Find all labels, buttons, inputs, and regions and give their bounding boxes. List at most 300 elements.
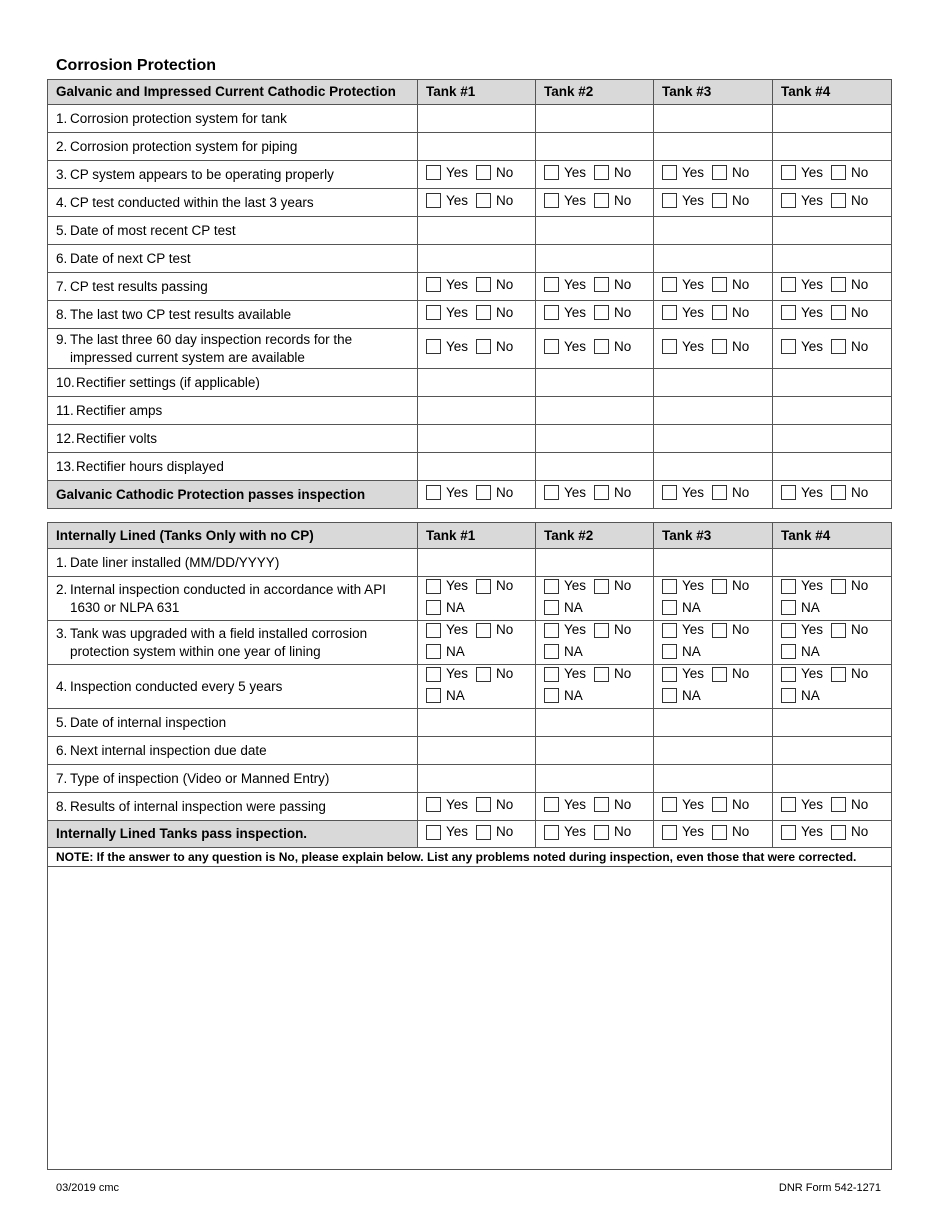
tank-3-input[interactable] — [654, 245, 773, 273]
yes-checkbox[interactable] — [662, 621, 704, 639]
checkbox-box[interactable] — [831, 277, 846, 292]
checkbox-box[interactable] — [831, 193, 846, 208]
checkbox-box[interactable] — [662, 193, 677, 208]
checkbox-box[interactable] — [831, 797, 846, 812]
checkbox-box[interactable] — [781, 193, 796, 208]
question-text: The last two CP test results available — [70, 306, 292, 322]
checkbox-box[interactable] — [426, 193, 441, 208]
checkbox-box[interactable] — [662, 165, 677, 180]
checkbox-box[interactable] — [544, 165, 559, 180]
yes-checkbox[interactable] — [662, 164, 704, 182]
tank-3-input[interactable] — [654, 369, 773, 397]
yes-checkbox[interactable] — [426, 304, 468, 322]
no-label: No — [851, 484, 869, 500]
no-label: No — [614, 304, 632, 320]
checkbox-box[interactable] — [594, 165, 609, 180]
yes-checkbox[interactable] — [544, 304, 586, 322]
no-checkbox[interactable] — [831, 192, 868, 210]
no-checkbox[interactable] — [476, 621, 513, 639]
yes-checkbox[interactable] — [781, 621, 823, 639]
no-checkbox[interactable] — [712, 164, 749, 182]
yes-checkbox[interactable] — [426, 577, 468, 595]
tank-2-options — [536, 301, 654, 329]
yes-checkbox[interactable] — [426, 484, 468, 502]
na-checkbox[interactable] — [544, 643, 583, 661]
yes-checkbox[interactable] — [426, 621, 468, 639]
na-checkbox[interactable] — [544, 687, 583, 705]
yes-checkbox[interactable] — [781, 577, 823, 595]
checkbox-box[interactable] — [781, 825, 796, 840]
checkbox-box[interactable] — [662, 623, 677, 638]
checkbox-box[interactable] — [831, 667, 846, 682]
no-checkbox[interactable] — [476, 164, 513, 182]
no-checkbox[interactable] — [594, 484, 631, 502]
na-label: NA — [446, 599, 465, 615]
yes-checkbox[interactable] — [426, 164, 468, 182]
checkbox-box[interactable] — [712, 579, 727, 594]
no-checkbox[interactable] — [594, 796, 631, 814]
checkbox-box[interactable] — [781, 667, 796, 682]
no-checkbox[interactable] — [831, 577, 868, 595]
yes-checkbox[interactable] — [426, 823, 468, 841]
checkbox-box[interactable] — [781, 600, 796, 615]
tank-2-input[interactable] — [536, 453, 654, 481]
checkbox-box[interactable] — [426, 623, 441, 638]
checkbox-box[interactable] — [662, 667, 677, 682]
yes-checkbox[interactable] — [426, 276, 468, 294]
checkbox-box[interactable] — [662, 277, 677, 292]
yes-label: Yes — [446, 304, 469, 320]
checkbox-box[interactable] — [426, 797, 441, 812]
yes-checkbox[interactable] — [781, 192, 823, 210]
checkbox-box[interactable] — [426, 825, 441, 840]
checkbox-box[interactable] — [476, 623, 491, 638]
checkbox-box[interactable] — [662, 644, 677, 659]
checkbox-box[interactable] — [781, 797, 796, 812]
tank-3-input[interactable] — [654, 425, 773, 453]
checkbox-box[interactable] — [781, 644, 796, 659]
no-checkbox[interactable] — [594, 276, 631, 294]
yes-label: Yes — [682, 578, 705, 593]
checkbox-box[interactable] — [781, 623, 796, 638]
tank-1-input[interactable] — [418, 369, 536, 397]
table-row — [48, 665, 892, 709]
checkbox-box[interactable] — [544, 600, 559, 615]
tank-3-input[interactable] — [654, 765, 773, 793]
tank-1-input[interactable] — [418, 245, 536, 273]
no-checkbox[interactable] — [712, 823, 749, 841]
no-label: No — [732, 796, 750, 812]
checkbox-box[interactable] — [594, 485, 609, 500]
yes-checkbox[interactable] — [426, 192, 468, 210]
na-checkbox[interactable] — [426, 643, 465, 661]
no-checkbox[interactable] — [476, 665, 513, 683]
tank-1-input[interactable] — [418, 453, 536, 481]
checkbox-box[interactable] — [781, 305, 796, 320]
no-checkbox[interactable] — [476, 338, 513, 356]
no-checkbox[interactable] — [831, 304, 868, 322]
question-text: Rectifier settings (if applicable) — [76, 374, 260, 390]
checkbox-box[interactable] — [544, 277, 559, 292]
checkbox-box[interactable] — [712, 339, 727, 354]
tank-4-input[interactable] — [773, 105, 892, 133]
checkbox-box[interactable] — [426, 305, 441, 320]
na-label: NA — [801, 599, 820, 615]
tank-1-input[interactable] — [418, 133, 536, 161]
question — [48, 133, 418, 161]
no-checkbox[interactable] — [712, 304, 749, 322]
checkbox-box[interactable] — [544, 485, 559, 500]
yes-checkbox[interactable] — [781, 665, 823, 683]
no-checkbox[interactable] — [476, 192, 513, 210]
checkbox-box[interactable] — [426, 688, 441, 703]
question-text: Internal inspection conducted in accordance with API — [70, 581, 386, 597]
tank-2-input[interactable] — [536, 397, 654, 425]
tank-3-input[interactable] — [654, 397, 773, 425]
no-checkbox[interactable] — [476, 577, 513, 595]
no-checkbox[interactable] — [594, 823, 631, 841]
no-label: No — [496, 304, 514, 320]
checkbox-box[interactable] — [476, 667, 491, 682]
checkbox-box[interactable] — [662, 485, 677, 500]
note-row — [48, 848, 892, 867]
yes-label: Yes — [564, 796, 587, 812]
no-checkbox[interactable] — [712, 276, 749, 294]
yes-checkbox[interactable] — [781, 164, 823, 182]
no-checkbox[interactable] — [594, 621, 631, 639]
tank-4-input[interactable] — [773, 369, 892, 397]
no-label: No — [496, 276, 514, 292]
table-row — [48, 709, 892, 737]
checkbox-box[interactable] — [712, 193, 727, 208]
yes-label: Yes — [682, 276, 705, 292]
no-checkbox[interactable] — [831, 164, 868, 182]
no-checkbox[interactable] — [476, 823, 513, 841]
tank-2-input[interactable] — [536, 425, 654, 453]
checkbox-box[interactable] — [831, 339, 846, 354]
tank-3-input[interactable] — [654, 453, 773, 481]
tank-3-input[interactable] — [654, 217, 773, 245]
checkbox-box[interactable] — [831, 305, 846, 320]
table-row — [48, 621, 892, 665]
checkbox-box[interactable] — [544, 688, 559, 703]
checkbox-box[interactable] — [662, 305, 677, 320]
checkbox-box[interactable] — [594, 277, 609, 292]
tank-1-input[interactable] — [418, 709, 536, 737]
yes-checkbox[interactable] — [544, 621, 586, 639]
tank-4-input[interactable] — [773, 453, 892, 481]
yes-checkbox[interactable] — [544, 484, 586, 502]
no-checkbox[interactable] — [594, 577, 631, 595]
yes-checkbox[interactable] — [781, 276, 823, 294]
yes-checkbox[interactable] — [426, 665, 468, 683]
yes-label: Yes — [446, 484, 469, 500]
checkbox-box[interactable] — [476, 485, 491, 500]
no-checkbox[interactable] — [712, 192, 749, 210]
yes-label: Yes — [682, 622, 705, 637]
checkbox-box[interactable] — [712, 277, 727, 292]
question-number: 2. — [56, 138, 68, 154]
tank-3-input[interactable] — [654, 133, 773, 161]
no-checkbox[interactable] — [476, 484, 513, 502]
checkbox-box[interactable] — [476, 193, 491, 208]
checkbox-box[interactable] — [781, 579, 796, 594]
tank-4-input[interactable] — [773, 737, 892, 765]
tank-1-input[interactable] — [418, 217, 536, 245]
yes-checkbox[interactable] — [781, 338, 823, 356]
yes-label: Yes — [682, 666, 705, 681]
no-checkbox[interactable] — [831, 796, 868, 814]
tank-1-header: Tank #1 — [418, 80, 536, 105]
question — [48, 709, 418, 737]
checkbox-box[interactable] — [712, 667, 727, 682]
checkbox-box[interactable] — [544, 797, 559, 812]
checkbox-box[interactable] — [476, 165, 491, 180]
checkbox-box[interactable] — [781, 165, 796, 180]
checkbox-box[interactable] — [831, 579, 846, 594]
checkbox-box[interactable] — [662, 688, 677, 703]
na-checkbox[interactable] — [781, 687, 820, 705]
no-checkbox[interactable] — [831, 823, 868, 841]
na-checkbox[interactable] — [544, 599, 583, 617]
tank-3-input[interactable] — [654, 709, 773, 737]
checkbox-box[interactable] — [544, 305, 559, 320]
checkbox-box[interactable] — [476, 305, 491, 320]
tank-3-input[interactable] — [654, 105, 773, 133]
notes-textarea[interactable] — [48, 867, 892, 1170]
checkbox-box[interactable] — [594, 825, 609, 840]
no-label: No — [496, 824, 514, 840]
checkbox-box[interactable] — [476, 277, 491, 292]
question-text: Results of internal inspection were passing — [70, 798, 326, 814]
question-text: Type of inspection (Video or Manned Entry) — [70, 770, 330, 786]
question-number: 11. — [56, 402, 74, 418]
checkbox-box[interactable] — [662, 825, 677, 840]
checkbox-box[interactable] — [712, 623, 727, 638]
no-checkbox[interactable] — [712, 484, 749, 502]
tank-4-input[interactable] — [773, 709, 892, 737]
yes-checkbox[interactable] — [544, 823, 586, 841]
no-checkbox[interactable] — [712, 338, 749, 356]
tank-1-input[interactable] — [418, 105, 536, 133]
checkbox-box[interactable] — [712, 165, 727, 180]
checkbox-box[interactable] — [544, 193, 559, 208]
checkbox-box[interactable] — [426, 165, 441, 180]
checkbox-box[interactable] — [831, 825, 846, 840]
checkbox-box[interactable] — [426, 339, 441, 354]
checkbox-box[interactable] — [544, 644, 559, 659]
checkbox-box[interactable] — [476, 825, 491, 840]
yes-checkbox[interactable] — [544, 796, 586, 814]
tank-3-options — [654, 481, 773, 509]
yes-checkbox[interactable] — [662, 304, 704, 322]
checkbox-box[interactable] — [594, 623, 609, 638]
yes-checkbox[interactable] — [781, 823, 823, 841]
tank-4-input[interactable] — [773, 245, 892, 273]
no-checkbox[interactable] — [831, 665, 868, 683]
checkbox-box[interactable] — [831, 623, 846, 638]
checkbox-box[interactable] — [594, 305, 609, 320]
checkbox-box[interactable] — [594, 667, 609, 682]
question-number: 10. — [56, 374, 75, 390]
checkbox-box[interactable] — [426, 277, 441, 292]
checkbox-box[interactable] — [476, 339, 491, 354]
checkbox-box[interactable] — [662, 600, 677, 615]
tank-4-input[interactable] — [773, 133, 892, 161]
yes-label: Yes — [682, 484, 705, 500]
yes-checkbox[interactable] — [662, 338, 704, 356]
checkbox-box[interactable] — [662, 797, 677, 812]
tank-2-options — [536, 577, 654, 621]
yes-checkbox[interactable] — [662, 665, 704, 683]
tank-4-input[interactable] — [773, 217, 892, 245]
table-row — [48, 369, 892, 397]
checkbox-box[interactable] — [544, 623, 559, 638]
yes-checkbox[interactable] — [662, 796, 704, 814]
checkbox-box[interactable] — [426, 579, 441, 594]
checkbox-box[interactable] — [544, 825, 559, 840]
question — [48, 765, 418, 793]
tank-2-input[interactable] — [536, 765, 654, 793]
checkbox-box[interactable] — [831, 485, 846, 500]
no-checkbox[interactable] — [476, 276, 513, 294]
checkbox-box[interactable] — [831, 165, 846, 180]
tank-1-input[interactable] — [418, 425, 536, 453]
na-checkbox[interactable] — [662, 687, 701, 705]
no-checkbox[interactable] — [476, 304, 513, 322]
yes-checkbox[interactable] — [544, 192, 586, 210]
no-checkbox[interactable] — [831, 338, 868, 356]
yes-checkbox[interactable] — [781, 304, 823, 322]
yes-checkbox[interactable] — [544, 338, 586, 356]
na-checkbox[interactable] — [781, 599, 820, 617]
footer-date: 03/2019 cmc — [56, 1182, 119, 1194]
no-checkbox[interactable] — [712, 577, 749, 595]
checkbox-box[interactable] — [426, 644, 441, 659]
checkbox-box[interactable] — [712, 485, 727, 500]
tank-3-input[interactable] — [654, 549, 773, 577]
na-checkbox[interactable] — [781, 643, 820, 661]
no-checkbox[interactable] — [712, 796, 749, 814]
yes-checkbox[interactable] — [544, 164, 586, 182]
yes-checkbox[interactable] — [781, 484, 823, 502]
no-checkbox[interactable] — [831, 621, 868, 639]
checkbox-box[interactable] — [476, 579, 491, 594]
na-checkbox[interactable] — [426, 687, 465, 705]
no-checkbox[interactable] — [594, 192, 631, 210]
checkbox-box[interactable] — [712, 797, 727, 812]
checkbox-box[interactable] — [712, 825, 727, 840]
no-checkbox[interactable] — [831, 484, 868, 502]
yes-label: Yes — [682, 164, 705, 180]
yes-label: Yes — [564, 164, 587, 180]
tank-2-input[interactable] — [536, 217, 654, 245]
tank-1-input[interactable] — [418, 765, 536, 793]
yes-checkbox[interactable] — [781, 796, 823, 814]
checkbox-box[interactable] — [594, 193, 609, 208]
yes-checkbox[interactable] — [662, 484, 704, 502]
tank-2-input[interactable] — [536, 549, 654, 577]
checkbox-box[interactable] — [781, 688, 796, 703]
no-checkbox[interactable] — [712, 665, 749, 683]
no-label: No — [732, 192, 750, 208]
no-checkbox[interactable] — [594, 164, 631, 182]
yes-checkbox[interactable] — [426, 796, 468, 814]
tank-2-input[interactable] — [536, 245, 654, 273]
tank-4-options — [773, 301, 892, 329]
note-text: NOTE: If the answer to any question is No, please explain below. List any problems noted during inspection, even those that were corrected. — [48, 848, 892, 867]
tank-2-input[interactable] — [536, 369, 654, 397]
yes-checkbox[interactable] — [544, 577, 586, 595]
no-checkbox[interactable] — [476, 796, 513, 814]
checkbox-box[interactable] — [594, 339, 609, 354]
yes-checkbox[interactable] — [544, 665, 586, 683]
no-checkbox[interactable] — [594, 304, 631, 322]
no-checkbox[interactable] — [712, 621, 749, 639]
tank-3-input[interactable] — [654, 737, 773, 765]
tank-1-options — [418, 329, 536, 369]
na-checkbox[interactable] — [662, 599, 701, 617]
checkbox-box[interactable] — [544, 339, 559, 354]
checkbox-box[interactable] — [781, 485, 796, 500]
tank-2-input[interactable] — [536, 709, 654, 737]
tank-2-options — [536, 793, 654, 821]
table-row — [48, 397, 892, 425]
yes-checkbox[interactable] — [662, 276, 704, 294]
tank-1-input[interactable] — [418, 737, 536, 765]
na-checkbox[interactable] — [662, 643, 701, 661]
tank-1-input[interactable] — [418, 397, 536, 425]
no-checkbox[interactable] — [594, 665, 631, 683]
tank-2-input[interactable] — [536, 133, 654, 161]
yes-checkbox[interactable] — [662, 577, 704, 595]
checkbox-box[interactable] — [594, 579, 609, 594]
checkbox-box[interactable] — [781, 277, 796, 292]
tank-4-input[interactable] — [773, 765, 892, 793]
yes-checkbox[interactable] — [662, 192, 704, 210]
checkbox-box[interactable] — [476, 797, 491, 812]
table-row — [48, 549, 892, 577]
question-text: Date liner installed (MM/DD/YYYY) — [70, 554, 280, 570]
checkbox-box[interactable] — [662, 579, 677, 594]
question-text-continued: protection system within one year of lining — [70, 643, 321, 659]
checkbox-box[interactable] — [544, 579, 559, 594]
tank-2-input[interactable] — [536, 737, 654, 765]
checkbox-box[interactable] — [426, 485, 441, 500]
na-checkbox[interactable] — [426, 599, 465, 617]
question-number: 7. — [56, 278, 68, 294]
checkbox-box[interactable] — [426, 600, 441, 615]
question-text: Date of internal inspection — [70, 714, 227, 730]
tank-2-input[interactable] — [536, 105, 654, 133]
no-checkbox[interactable] — [831, 276, 868, 294]
tank-1-input[interactable] — [418, 549, 536, 577]
tank-4-input[interactable] — [773, 549, 892, 577]
yes-checkbox[interactable] — [426, 338, 468, 356]
checkbox-box[interactable] — [712, 305, 727, 320]
tank-4-options — [773, 821, 892, 848]
yes-checkbox[interactable] — [544, 276, 586, 294]
checkbox-box[interactable] — [426, 667, 441, 682]
checkbox-box[interactable] — [781, 339, 796, 354]
yes-checkbox[interactable] — [662, 823, 704, 841]
tank-4-input[interactable] — [773, 425, 892, 453]
tank-4-input[interactable] — [773, 397, 892, 425]
no-checkbox[interactable] — [594, 338, 631, 356]
checkbox-box[interactable] — [662, 339, 677, 354]
checkbox-box[interactable] — [594, 797, 609, 812]
checkbox-box[interactable] — [544, 667, 559, 682]
